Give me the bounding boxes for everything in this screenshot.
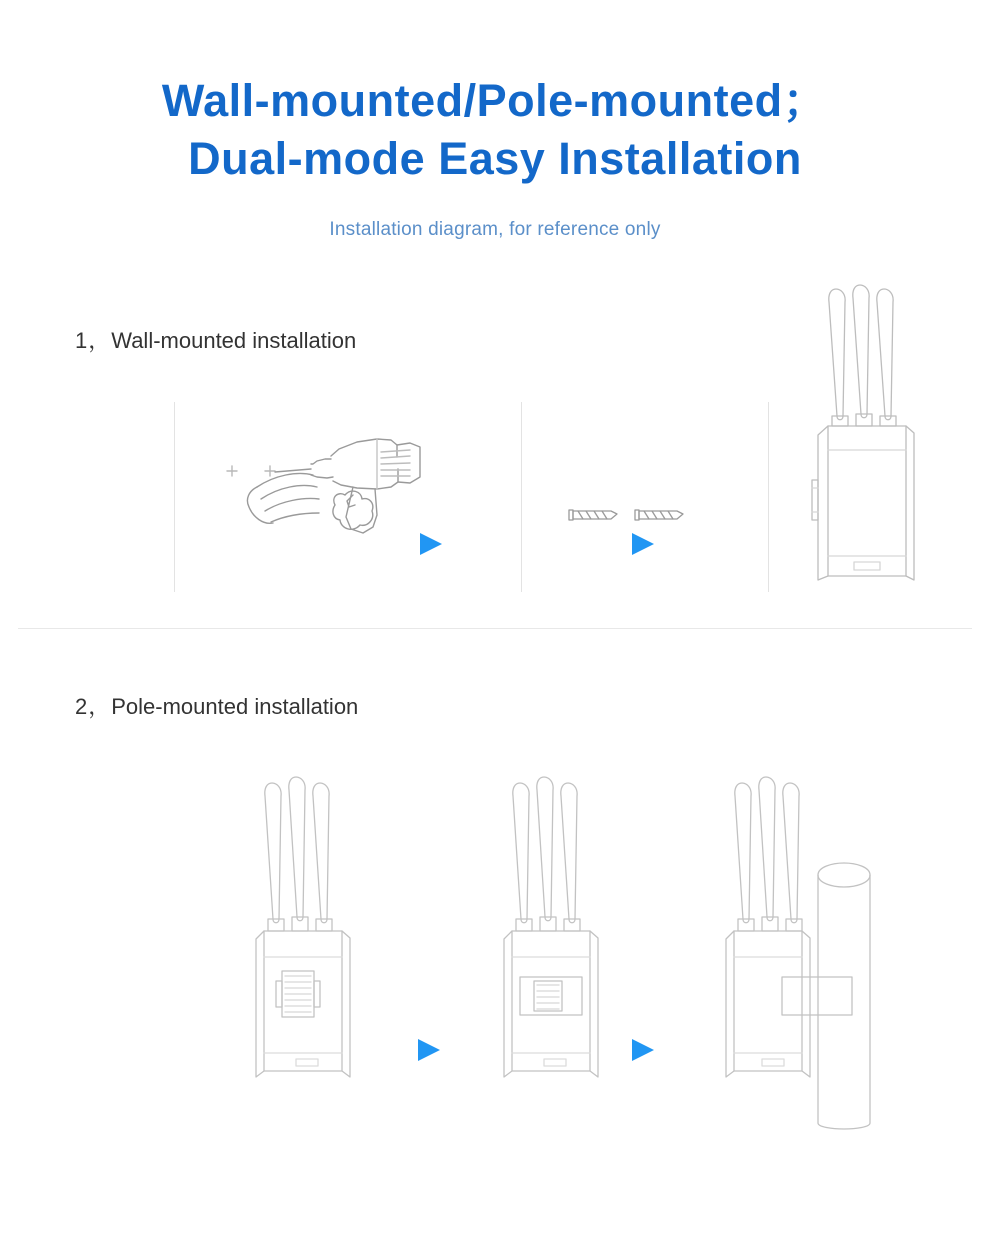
wall-mount-diagram bbox=[0, 390, 990, 640]
page-title-line-1: Wall-mounted/Pole-mounted； bbox=[161, 75, 829, 126]
screw-anchor-icon bbox=[635, 510, 683, 520]
panel-divider-left bbox=[174, 402, 175, 592]
pole-icon bbox=[818, 863, 870, 1129]
panel-divider-middle bbox=[521, 402, 522, 592]
step-drill-holes bbox=[205, 425, 505, 555]
antenna-icon bbox=[513, 777, 577, 923]
arrow-icon-step1-pole bbox=[418, 1039, 440, 1061]
antenna-icon bbox=[829, 285, 893, 420]
drill-point-cross-icon bbox=[227, 466, 275, 476]
antenna-icon bbox=[265, 777, 329, 923]
page-title bbox=[0, 0, 990, 241]
step-device-with-bracket bbox=[252, 771, 362, 1111]
section-1-index: 1， bbox=[75, 328, 112, 354]
section-wall-mounted bbox=[0, 324, 990, 640]
section-2-index: 2， bbox=[75, 694, 112, 720]
section-2-heading bbox=[75, 690, 990, 721]
step-attach-strap bbox=[500, 771, 610, 1111]
arrow-icon-step2 bbox=[632, 533, 654, 555]
pole-mount-diagram bbox=[0, 761, 990, 1181]
section-divider bbox=[18, 628, 972, 629]
section-pole-mounted bbox=[0, 690, 990, 1181]
antenna-icon bbox=[735, 777, 799, 923]
step-device-on-pole bbox=[722, 771, 892, 1131]
page-title-line-2: Dual-mode Easy Installation bbox=[188, 132, 802, 184]
section-2-title: Pole-mounted installation bbox=[111, 694, 359, 720]
screw-anchor-icon bbox=[569, 510, 617, 520]
panel-divider-right bbox=[768, 402, 769, 592]
page-subtitle: Installation diagram, for reference only bbox=[329, 219, 661, 241]
arrow-icon-step1 bbox=[420, 533, 442, 555]
step-mounted-device bbox=[810, 280, 950, 610]
arrow-icon-step2-pole bbox=[632, 1039, 654, 1061]
step-wall-anchors bbox=[565, 500, 695, 540]
section-1-title: Wall-mounted installation bbox=[111, 328, 357, 354]
